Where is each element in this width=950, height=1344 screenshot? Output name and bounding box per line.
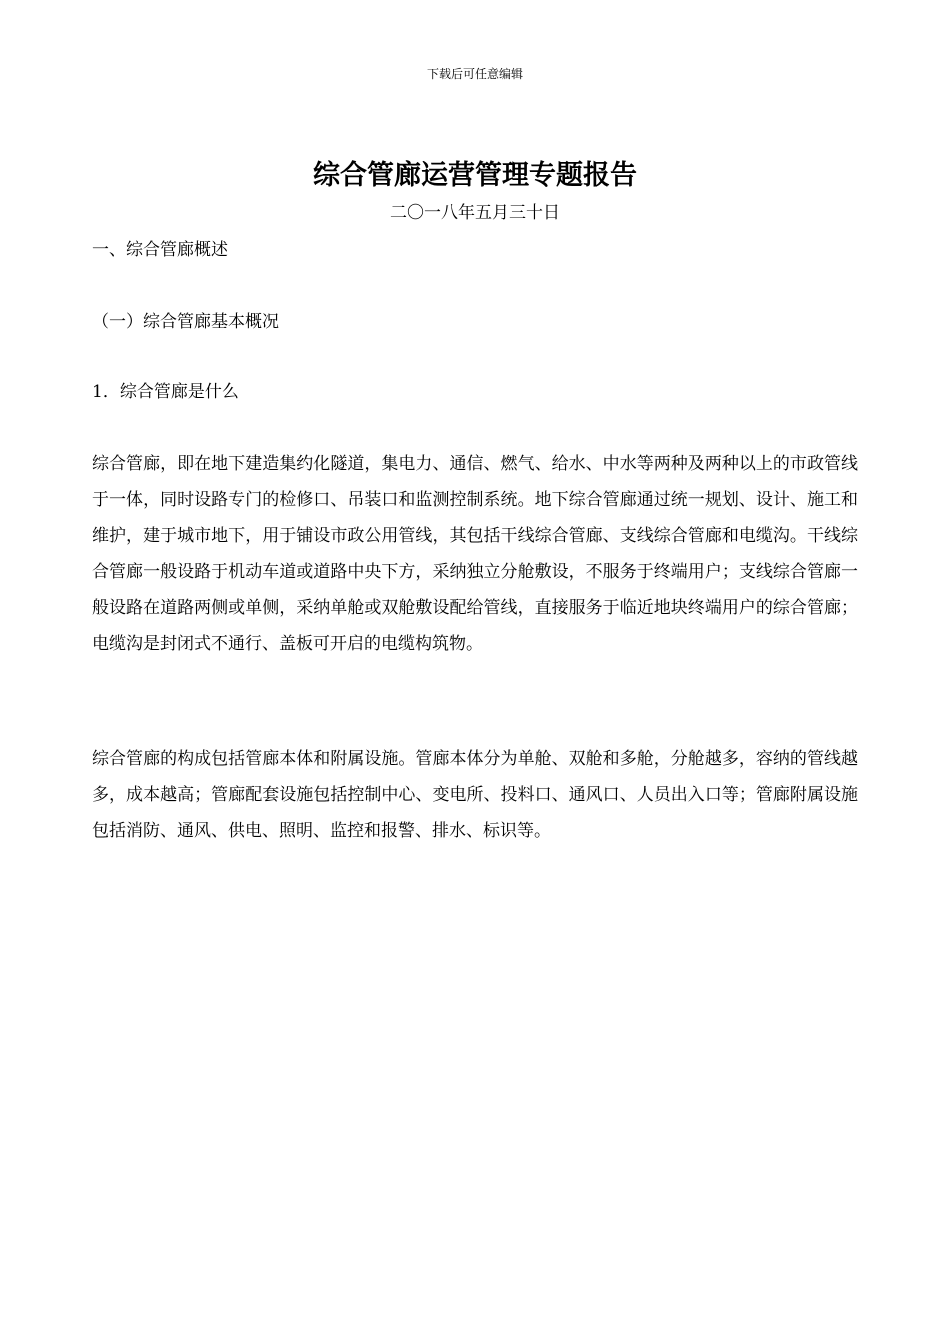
- header-note: 下载后可任意编辑: [426, 67, 523, 81]
- document-title: 综合管廊运营管理专题报告: [313, 160, 637, 191]
- section-heading: 一、综合管廊概述: [92, 240, 228, 260]
- document-date: 二〇一八年五月三十日: [390, 203, 560, 223]
- subsection-heading: （一）综合管廊基本概况: [92, 312, 279, 332]
- body-paragraph-1: 综合管廊，即在地下建造集约化隧道，集电力、通信、燃气、给水、中水等两种及两种以上的市政管线于一体，同时设路专门的检修口、吊装口和监测控制系统。地下综合管廊通过统一规划、设计、施工和维护，建于城市地下，用于铺设市政公用管线，其包括干线综合管廊、支线综合管廊和电缆沟。干线综合管廊一般设路于机动车道或道路中央下方，采纳独立分舱敷设，不服务于终端用户；支线综合管廊一般设路在道路两侧或单侧，采纳单舱或双舱敷设配给管线，直接服务于临近地块终端用户的综合管廊；电缆沟是封闭式不通行、盖板可开启的电缆构筑物。: [92, 454, 858, 654]
- item-heading: 1．综合管廊是什么: [92, 382, 239, 402]
- body-paragraph-2: 综合管廊的构成包括管廊本体和附属设施。管廊本体分为单舱、双舱和多舱，分舱越多，容纳的管线越多，成本越高；管廊配套设施包括控制中心、变电所、投料口、通风口、人员出入口等；管廊附属设施包括消防、通风、供电、照明、监控和报警、排水、标识等。: [92, 749, 858, 841]
